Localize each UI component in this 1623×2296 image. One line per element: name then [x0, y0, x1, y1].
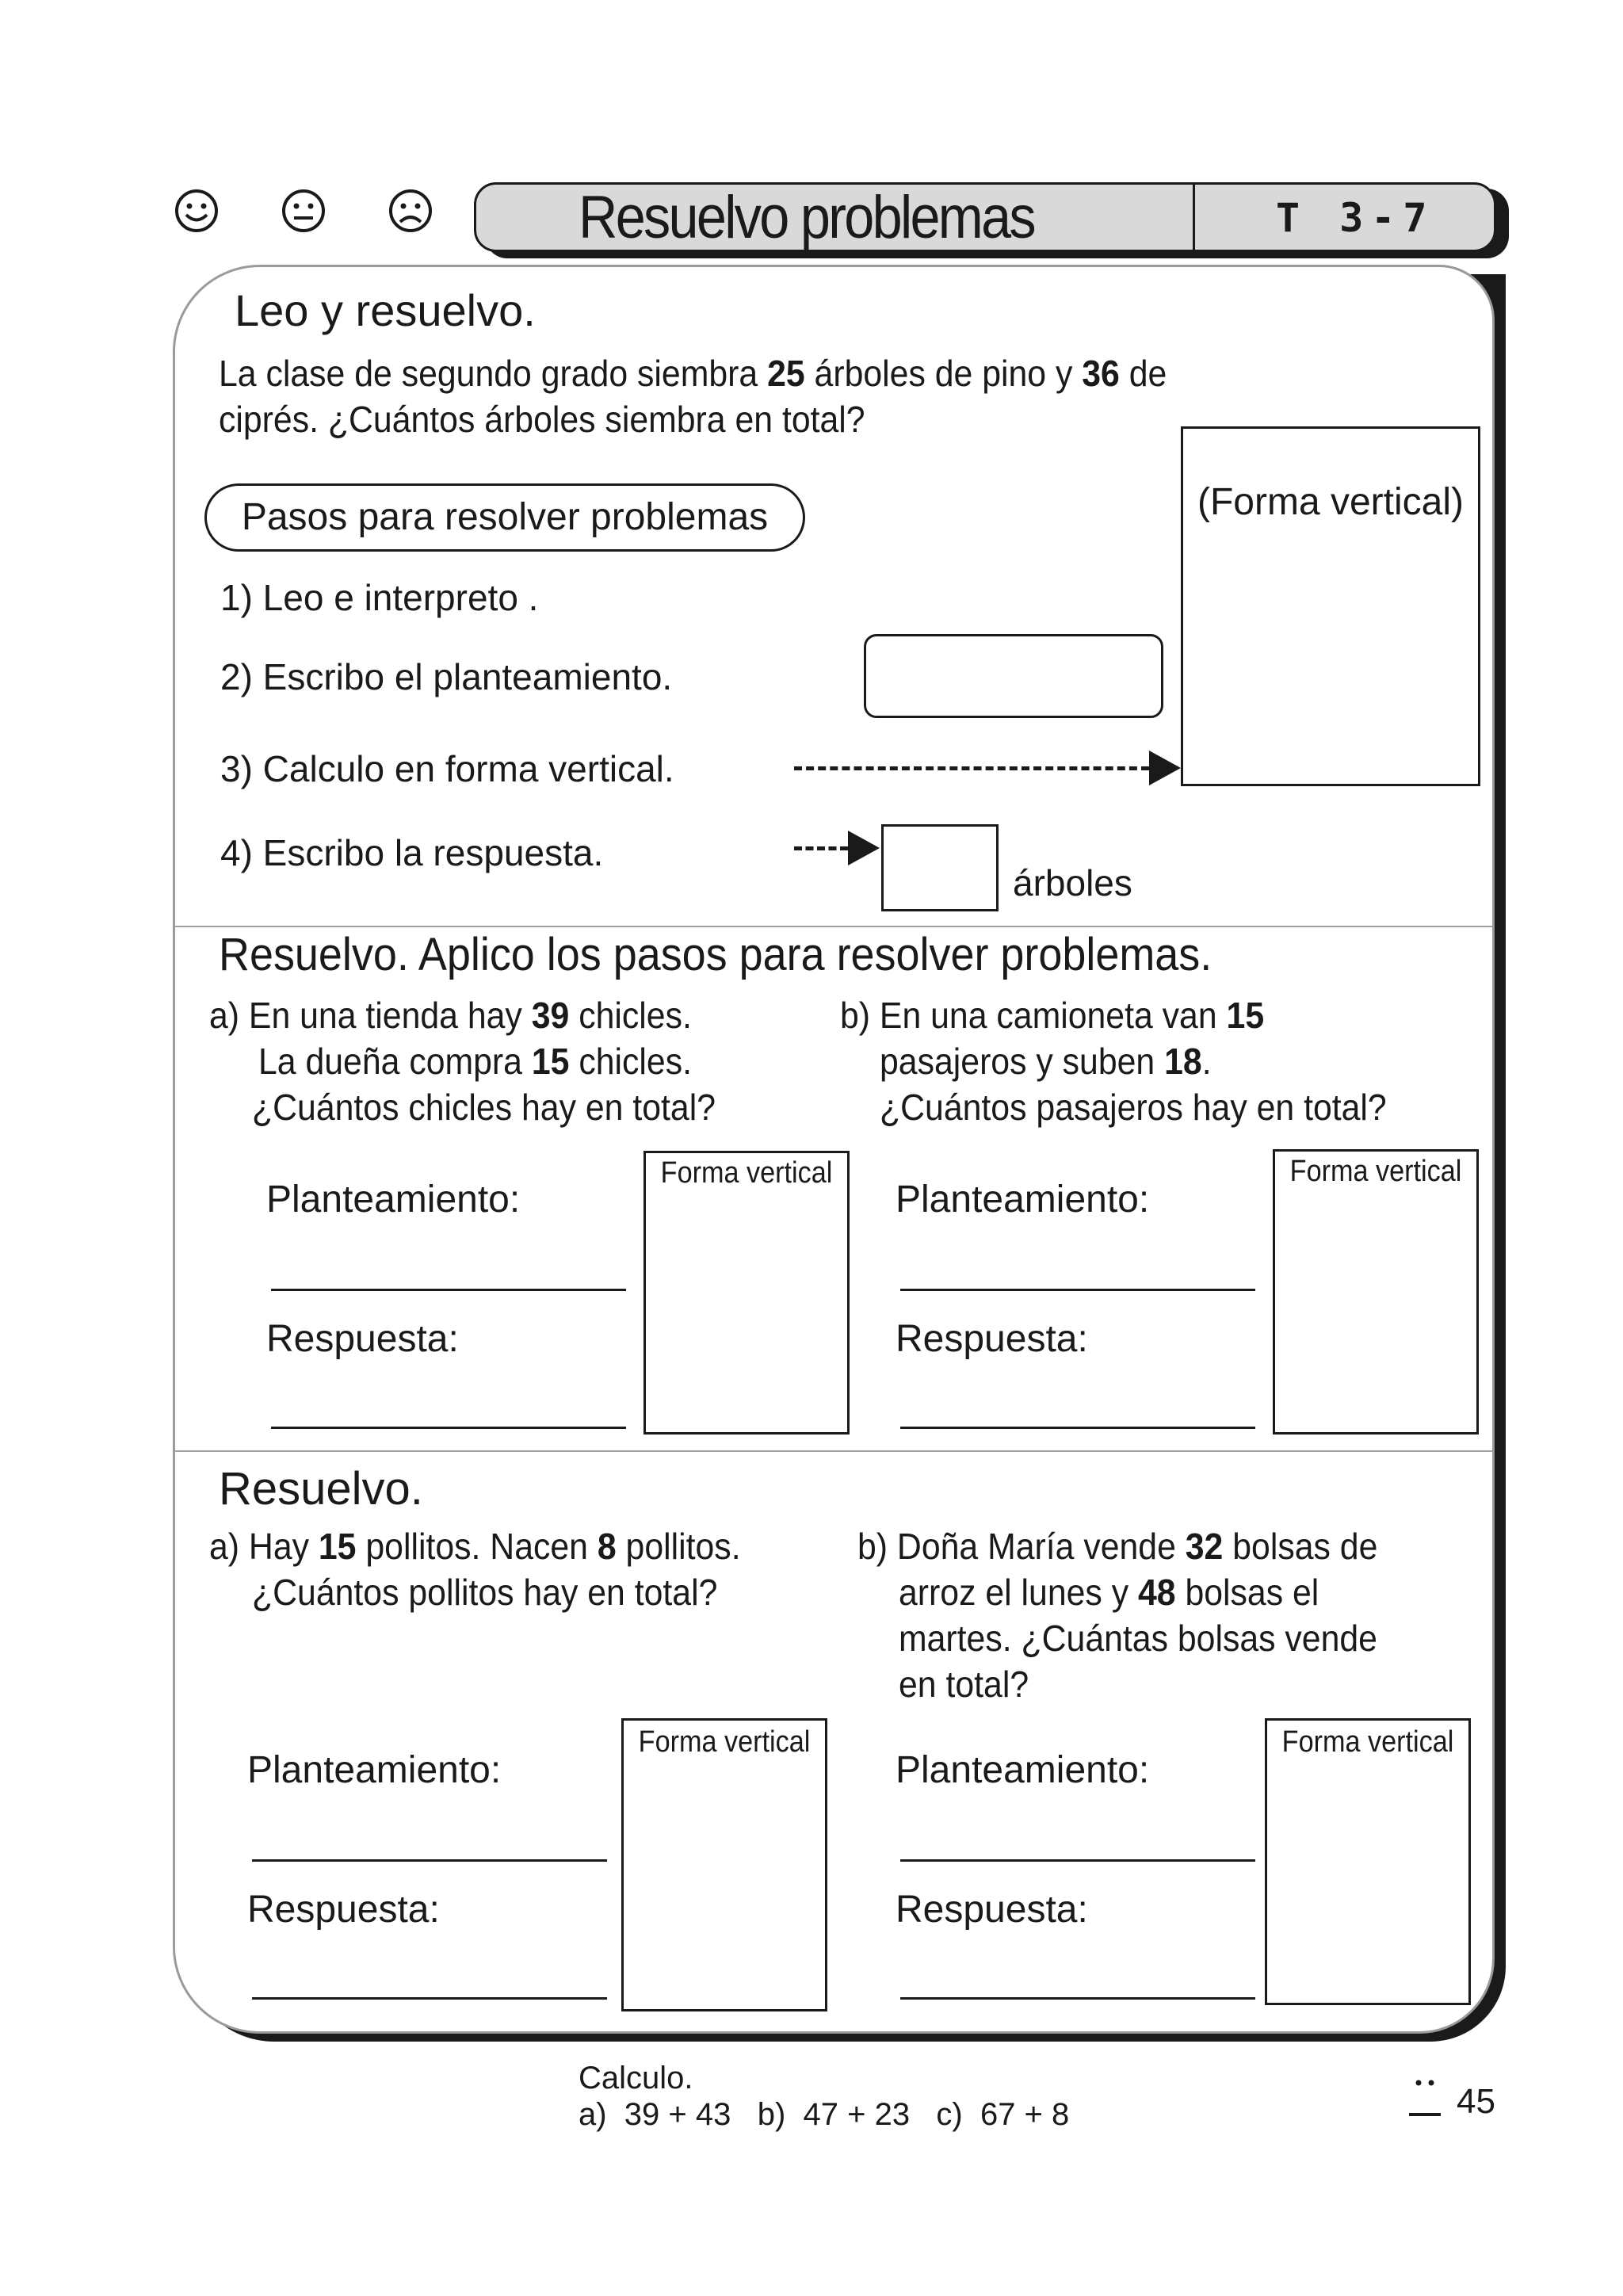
answer-box[interactable] — [881, 824, 999, 911]
s2a-line3: ¿Cuántos chicles hay en total? — [252, 1087, 716, 1128]
footer-face-icon — [1406, 2075, 1444, 2119]
vertical-calc-label: (Forma vertical) — [1197, 481, 1465, 523]
s3b-planteamiento-line[interactable] — [900, 1859, 1255, 1862]
lesson-code: T 3-7 — [1276, 195, 1435, 241]
s3a-planteamiento-label: Planteamiento: — [247, 1749, 502, 1791]
s3b-line3: martes. ¿Cuántas bolsas vende — [899, 1618, 1377, 1659]
footer-calc-title: Calculo. — [579, 2061, 693, 2095]
happy-face-icon — [174, 189, 219, 233]
page-number: 45 — [1457, 2082, 1495, 2121]
s2b-vertical-box[interactable] — [1273, 1149, 1479, 1435]
s3b-respuesta-line[interactable] — [900, 1997, 1255, 2000]
section3-instruction: Resuelvo. — [219, 1463, 423, 1515]
s2a-planteamiento-line[interactable] — [271, 1289, 626, 1291]
arrow-dashed-line-3 — [794, 766, 1149, 770]
step-1: 1) Leo e interpreto . — [220, 577, 539, 618]
s3b-line2: arroz el lunes y 48 bolsas el — [899, 1572, 1319, 1613]
s3a-vertical-label: Forma vertical — [638, 1725, 811, 1759]
page-title: Resuelvo problemas — [579, 184, 1034, 251]
s3a-respuesta-label: Respuesta: — [247, 1889, 440, 1931]
arrow-head-3-icon — [1149, 751, 1181, 785]
neutral-face-icon — [281, 189, 326, 233]
s2b-line2: pasajeros y suben 18. — [880, 1041, 1212, 1082]
s3b-respuesta-label: Respuesta: — [896, 1889, 1088, 1931]
s2b-respuesta-line[interactable] — [900, 1427, 1255, 1429]
steps-title-pill: Pasos para resolver problemas — [204, 483, 805, 552]
header-divider — [1193, 185, 1195, 250]
arrow-head-4-icon — [848, 831, 880, 865]
s3b-vertical-label: Forma vertical — [1281, 1725, 1454, 1759]
answer-unit: árboles — [1013, 862, 1132, 904]
section1-problem-line1: La clase de segundo grado siembra 25 árboles de pino y 36 de — [219, 353, 1167, 394]
footer-calc-items: a) 39 + 43 b) 47 + 23 c) 67 + 8 — [579, 2097, 1070, 2132]
s3a-respuesta-line[interactable] — [252, 1997, 607, 2000]
s2b-respuesta-label: Respuesta: — [896, 1318, 1088, 1360]
s3b-line4: en total? — [899, 1664, 1029, 1705]
s3b-line1: b) Doña María vende 32 bolsas de — [857, 1526, 1378, 1567]
s3b-planteamiento-label: Planteamiento: — [896, 1749, 1150, 1791]
s2b-vertical-label: Forma vertical — [1289, 1155, 1462, 1188]
s2a-line2: La dueña compra 15 chicles. — [258, 1041, 692, 1082]
s2a-respuesta-label: Respuesta: — [266, 1318, 459, 1360]
s3a-line2: ¿Cuántos pollitos hay en total? — [252, 1572, 718, 1613]
s3a-line1: a) Hay 15 pollitos. Nacen 8 pollitos. — [209, 1526, 741, 1567]
section1-instruction: Leo y resuelvo. — [235, 285, 536, 335]
s2b-planteamiento-label: Planteamiento: — [896, 1179, 1150, 1221]
s2a-planteamiento-label: Planteamiento: — [266, 1179, 521, 1221]
sad-face-icon — [388, 189, 433, 233]
s2b-line1: b) En una camioneta van 15 — [840, 995, 1265, 1036]
s2b-planteamiento-line[interactable] — [900, 1289, 1255, 1291]
s2a-vertical-box[interactable] — [643, 1151, 850, 1435]
section1-problem-line2: ciprés. ¿Cuántos árboles siembra en total? — [219, 399, 865, 440]
section2-instruction: Resuelvo. Aplico los pasos para resolver problemas. — [219, 929, 1212, 980]
section-divider-1 — [175, 926, 1492, 927]
arrow-dashed-line-4 — [794, 846, 848, 850]
s3a-vertical-box[interactable] — [621, 1718, 827, 2011]
s2a-vertical-label: Forma vertical — [660, 1156, 833, 1190]
planteamiento-box[interactable] — [864, 634, 1163, 718]
step-4: 4) Escribo la respuesta. — [220, 832, 604, 873]
section-divider-2 — [175, 1450, 1492, 1452]
step-3: 3) Calculo en forma vertical. — [220, 748, 674, 789]
s2a-respuesta-line[interactable] — [271, 1427, 626, 1429]
s2b-line3: ¿Cuántos pasajeros hay en total? — [880, 1087, 1387, 1128]
s2a-line1: a) En una tienda hay 39 chicles. — [209, 995, 692, 1036]
s3b-vertical-box[interactable] — [1265, 1718, 1471, 2005]
s3a-planteamiento-line[interactable] — [252, 1859, 607, 1862]
step-2: 2) Escribo el planteamiento. — [220, 656, 673, 697]
